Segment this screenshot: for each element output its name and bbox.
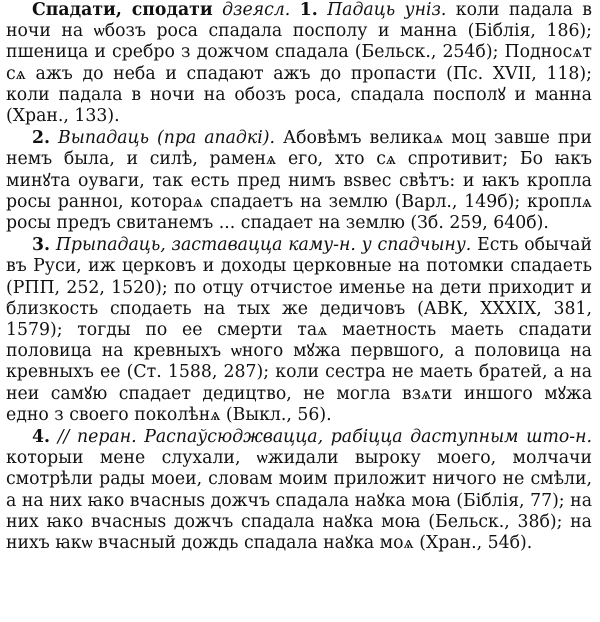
sense-3-citations: Есть обычай въ Руси, иж церковъ и доходы церковные на потомки спадаеть (РПП, 252, 1520); по отцу отчистое именье на дети приходит и близкость сподаеть на тых же дедичовъ (АВК, XXXIX, 381, 1579); тогды по ее смерти таѧ маетность маеть спадати половица на кревныхъ ѡного мꙋжа первшого, а половица на кревныхъ ее (Ст. 1588, 287); коли сестра не маеть братей, а на неи самꙋю спадает дедицтво, не могла взѧти иншого мꙋжа едно з своего поколѣнѧ (Выкл., 56). — [6, 235, 592, 425]
sense-3-paragraph — [6, 235, 592, 426]
sense-3-definition: Прыпадаць, заставацца каму-н. у спадчыну. — [55, 235, 472, 256]
sense-4-number: 4. — [32, 427, 51, 448]
sense-4-paragraph — [6, 427, 592, 554]
sense-4-citations: которыи мене слухали, ѡжидали выроку моего, молчачи смотрѣли рады моеи, словам моим приложит ничого не смѣли, а на них ꙗко вчасныѕ дожчъ спадала наꙋка моꙗ (Біблія, 77); на них ꙗко вчасныѕ дожчъ спадала наꙋка моꙗ (Бельск., 38б); на нихъ ꙗкѡ вчасный дождь спадала наꙋка моѧ (Хран., 54б). — [6, 448, 592, 554]
headword: Спадати, сподати — [32, 0, 213, 20]
sense-2-citations: Абовѣмъ великаѧ моц завше при немъ была, и силѣ, раменѧ его, хто сѧ спротивит; Бо ꙗкъ минꙋта оуваги, так есть пред нимъ вѕвес свѣтъ: и ꙗкъ кропла росы ранноı, котораѧ спадаетъ на землю (Варл., 149б); кроплѧ росы предъ свитанемъ ... спадает на землю (Зб. 259, 640б). — [6, 128, 592, 234]
grammar-label: дзеясл. — [222, 0, 291, 20]
sense-1-definition: Падаць уніз. — [327, 0, 447, 20]
sense-1-paragraph — [6, 0, 592, 127]
sense-2-definition: Выпадаць (пра ападкі). — [58, 128, 275, 149]
sense-1-citations: коли падала в ночи на ѡбозъ роса спадала посполу и манна (Біблія, 186); пшеница и сребро з дожчом спадала (Бельск., 254б); Подносѧт сѧ ажъ до неба и спадают ажъ до пропасти (Пс. XVII, 118); коли падала в ночи на обозъ роса, спадала посполꙋ и манна (Хран., 133). — [6, 0, 593, 127]
sense-3-number: 3. — [32, 235, 51, 256]
sense-4-definition: // перан. Распаўсюджвацца, рабіцца даступным што-н. — [57, 427, 592, 448]
sense-2-number: 2. — [32, 128, 51, 149]
sense-2-paragraph — [6, 128, 592, 234]
sense-1-number: 1. — [299, 0, 318, 20]
